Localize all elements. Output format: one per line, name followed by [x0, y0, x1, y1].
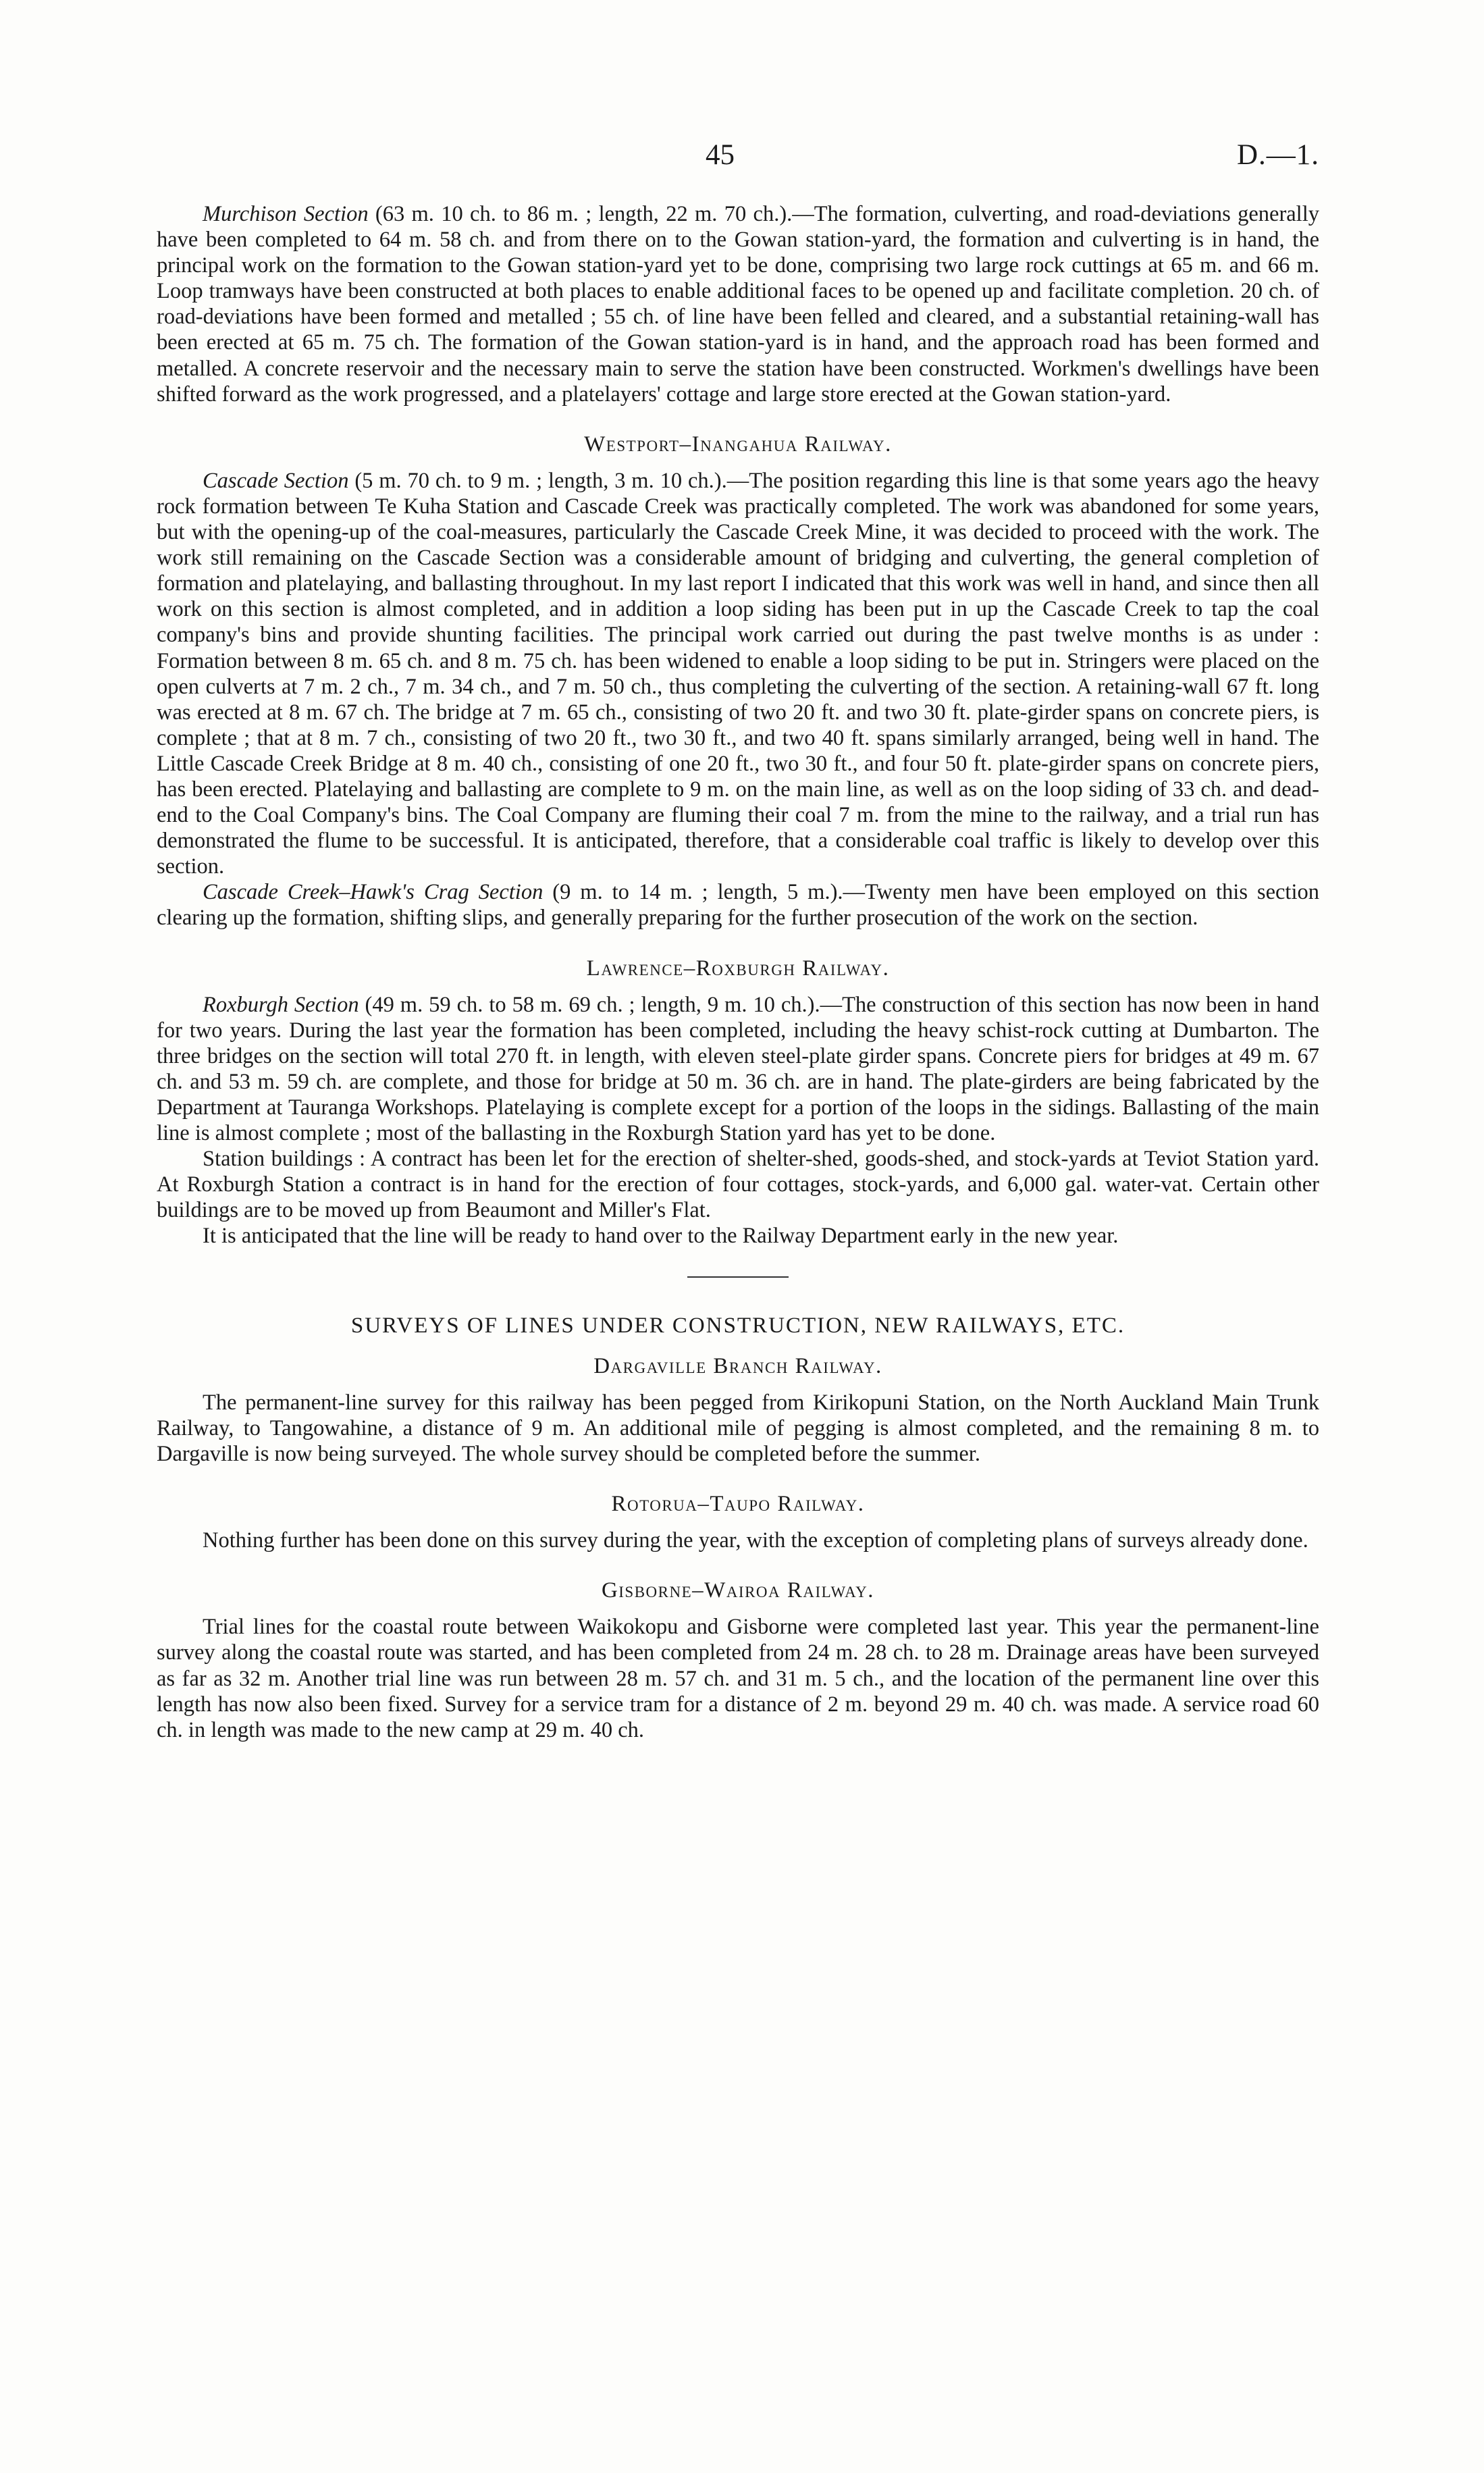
rotorua-heading: Rotorua–Taupo Railway. [611, 1492, 865, 1517]
page-header [0, 138, 1484, 179]
hawk-crag-paragraph [157, 879, 1319, 931]
document-reference: D.—1. [1236, 139, 1319, 171]
hawk-crag-section-title: Cascade Creek–Hawk's Crag Section [203, 880, 544, 905]
section-divider [687, 1276, 789, 1278]
roxburgh-section-title: Roxburgh Section [203, 992, 359, 1017]
murchison-text: (63 m. 10 ch. to 86 m. ; length, 22 m. 70 ch.).—The formation, culverting, and road-deviations generally have been completed to 64 m. 58 ch. and from there on to the Gowan station-yard, the formation and culverting is in hand, the principal work on the formation to the Gowan station-yard yet to be done, comprising two large rock cuttings at 65 m. and 66 m. Loop tramways have been constructed at both places to enable additional faces to be opened up and facilitate completion. 20 ch. of road-deviations have been formed and metalled ; 55 ch. of line have been felled and cleared, and a substantial retaining-wall has been erected at 65 m. 75 ch. The formation of the Gowan station-yard is in hand, and the approach road has been formed and metalled. A concrete reservoir and the necessary main to serve the station have been constructed. Workmen's dwellings have been shifted forward as the work progressed, and a platelayers' cottage and large store erected at the Gowan station-yard. [157, 202, 1319, 407]
hawk-crag-text: (9 m. to 14 m. ; length, 5 m.).—Twenty men have been employed on this section clearing up the formation, shifting slips, and generally preparing for the further prosecution of the work on the section. [157, 880, 1319, 931]
cascade-paragraph [157, 468, 1319, 880]
cascade-section-title: Cascade Section [203, 468, 349, 493]
lawrence-heading: Lawrence–Roxburgh Railway. [586, 956, 890, 981]
murchison-section-title: Murchison Section [203, 202, 369, 226]
dargaville-paragraph: The permanent-line survey for this railway has been pegged from Kirikopuni Station, on the North Auckland Main Trunk Railway, to Tangowahine, a distance of 9 m. An additional mile of pegging is almost completed, and the remaining 8 m. to Dargaville is now being surveyed. The whole survey should be completed before the summer. [157, 1390, 1319, 1466]
roxburgh-text: (49 m. 59 ch. to 58 m. 69 ch. ; length, 9 m. 10 ch.).—The construction of this section has now been in hand for two years. During the last year the formation has been completed, including the heavy schist-rock cutting at Dumbarton. The three bridges on the section will total 270 ft. in length, with eleven steel-plate girder spans. Concrete piers for bridges at 49 m. 67 ch. and 53 m. 59 ch. are complete, and those for bridge at 50 m. 36 ch. are in hand. The plate-girders are being fabricated by the Department at Tauranga Workshops. Platelaying is complete except for a portion of the loops in the sidings. Ballasting of the main line is almost complete ; most of the ballasting in the Roxburgh Station yard has yet to be done. [157, 992, 1319, 1146]
station-buildings-paragraph: Station buildings : A contract has been let for the erection of shelter-shed, goods-shed, and stock-yards at Teviot Station yard. At Roxburgh Station a contract is in hand for the erection of four cottages, stock-yards, and 6,000 gal. water-vat. Certain other buildings are to be moved up from Beaumont and Miller's Flat. [157, 1147, 1319, 1223]
cascade-text: (5 m. 70 ch. to 9 m. ; length, 3 m. 10 ch.).—The position regarding this line is that some years ago the heavy rock formation between Te Kuha Station and Cascade Creek was practically completed. The work was abandoned for some years, but with the opening-up of the coal-measures, particularly the Cascade Creek Mine, it was decided to proceed with the work. The work still remaining on the Cascade Section was a considerable amount of bridging and culverting, the general completion of formation and platelaying, and ballasting throughout. In my last report I indicated that this work was well in hand, and since then all work on this section is almost completed, and in addition a loop siding has been put in up the Cascade Creek to tap the coal company's bins and provide shunting facilities. The principal work carried out during the past twelve months is as under : Formation between 8 m. 65 ch. and 8 m. 75 ch. has been widened to enable a loop siding to be put in. Stringers were placed on the open culverts at 7 m. 2 ch., 7 m. 34 ch., and 7 m. 50 ch., thus completing the culverting of the section. A retaining-wall 67 ft. long was erected at 8 m. 67 ch. The bridge at 7 m. 65 ch., consisting of two 20 ft. and two 30 ft. plate-girder spans on concrete piers, is complete ; that at 8 m. 7 ch., consisting of two 20 ft., two 30 ft., and two 40 ft. spans similarly arranged, being well in hand. The Little Cascade Creek Bridge at 8 m. 40 ch., consisting of one 20 ft., two 30 ft., and four 50 ft. plate-girder spans on concrete piers, has been erected. Platelaying and ballasting are complete to 9 m. on the main line, as well as on the loop siding of 33 ch. and dead-end to the Coal Company's bins. The Coal Company are fluming their coal 7 m. from the mine to the railway, and a trial run has demonstrated the flume to be successful. It is anticipated, therefore, that a considerable coal traffic is likely to develop over this section. [157, 468, 1319, 879]
page-number: 45 [706, 139, 735, 171]
rotorua-paragraph: Nothing further has been done on this survey during the year, with the exception of completing plans of surveys already done. [203, 1528, 1308, 1553]
westport-heading: Westport–Inangahua Railway. [584, 432, 892, 457]
roxburgh-paragraph [157, 992, 1319, 1147]
gisborne-heading: Gisborne–Wairoa Railway. [601, 1578, 875, 1603]
murchison-paragraph [157, 201, 1319, 407]
body-text [157, 201, 1319, 1743]
gisborne-paragraph: Trial lines for the coastal route between Waikokopu and Gisborne were completed last year. This year the permanent-line survey along the coastal route was started, and has been completed from 24 m. 28 ch. to 28 m. Drainage areas have been surveyed as far as 32 m. Another trial line was run between 28 m. 57 ch. and 31 m. 5 ch., and the location of the permanent line over this length has now also been fixed. Survey for a service tram for a distance of 2 m. beyond 29 m. 40 ch. was made. A service road 60 ch. in length was made to the new camp at 29 m. 40 ch. [157, 1615, 1319, 1742]
dargaville-heading: Dargaville Branch Railway. [593, 1353, 882, 1378]
handover-paragraph: It is anticipated that the line will be ready to hand over to the Railway Department early in the new year. [203, 1224, 1119, 1249]
surveys-heading: SURVEYS OF LINES UNDER CONSTRUCTION, NEW RAILWAYS, ETC. [350, 1313, 1125, 1338]
